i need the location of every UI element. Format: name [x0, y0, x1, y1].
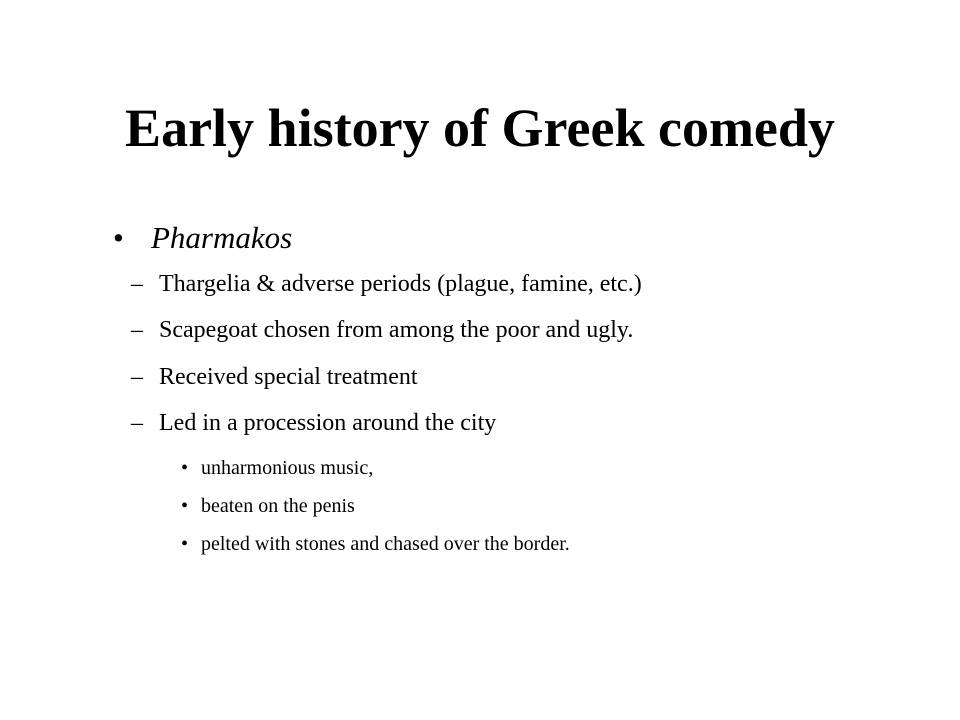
slide-title: Early history of Greek comedy: [125, 98, 835, 158]
dash-icon: –: [131, 410, 143, 436]
bullet-icon: •: [113, 220, 124, 255]
sub-bullet-text: Received special treatment: [159, 364, 418, 390]
sub-bullet-item: [131, 314, 633, 346]
sub-bullet-item: [131, 407, 496, 439]
sub-bullet-text: Thargelia & adverse periods (plague, famine, etc.): [159, 271, 642, 297]
sub-bullet-text: Scapegoat chosen from among the poor and ugly.: [159, 317, 634, 343]
sub-sub-bullet-text: beaten on the penis: [201, 495, 355, 517]
dash-icon: –: [131, 364, 143, 390]
bullet-icon: •: [181, 495, 189, 517]
sub-sub-bullet-item: [181, 455, 373, 481]
sub-sub-bullet-item: [181, 531, 570, 557]
bullet-icon: •: [181, 457, 189, 479]
sub-bullet-text: Led in a procession around the city: [159, 410, 497, 436]
sub-sub-bullet-text: pelted with stones and chased over the border.: [201, 533, 570, 555]
bullet-icon: •: [181, 533, 189, 555]
main-bullet-item: [113, 216, 292, 260]
sub-bullet-item: [131, 361, 418, 393]
dash-icon: –: [131, 317, 143, 343]
sub-sub-bullet-text: unharmonious music,: [201, 457, 374, 479]
sub-bullet-item: [131, 268, 642, 300]
main-bullet-text: Pharmakos: [151, 220, 293, 255]
dash-icon: –: [131, 271, 143, 297]
sub-sub-bullet-item: [181, 493, 355, 519]
